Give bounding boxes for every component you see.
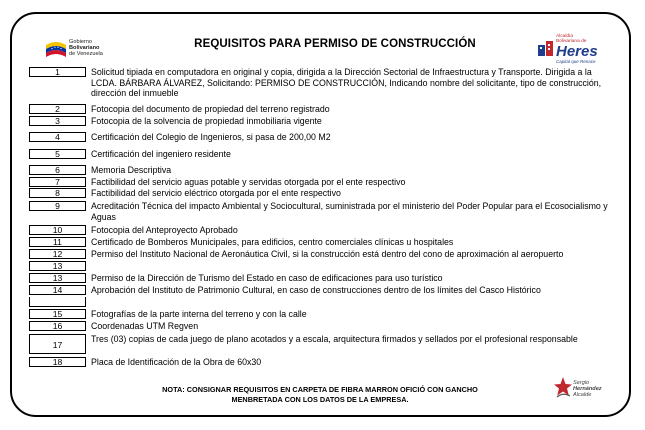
submission-note [125, 385, 515, 405]
requirement-text: Certificación del ingeniero residente [91, 149, 231, 159]
requirement-number: 9 [29, 201, 86, 211]
requirement-number: 6 [29, 165, 86, 175]
requirement-number: 5 [29, 149, 86, 159]
star-icon [553, 375, 573, 399]
requirement-text: Fotocopia del Anteproyecto Aprobado [91, 225, 238, 235]
requirement-number: 13 [29, 261, 86, 271]
requirement-number: 14 [29, 285, 86, 295]
requirement-text: Tres (03) copias de cada juego de plano acotados y a escala, arquitectura firmados y sellados por el profesional responsable [91, 334, 578, 344]
heres-logo-small-2: Bolivariana de [556, 39, 587, 44]
requirement-text: Factibilidad del servicio eléctrico otorgada por el ente respectivo [91, 188, 341, 198]
sergio-hernandez-logo [553, 372, 613, 406]
requirement-text: Placa de Identificación de la Obra de 60x30 [91, 357, 262, 367]
requirement-number: 16 [29, 321, 86, 331]
requirements-list [29, 67, 620, 369]
requirement-number: 8 [29, 188, 86, 198]
requirement-number: 15 [29, 309, 86, 319]
sergio-logo-line-1: Sergio [573, 380, 590, 386]
requirement-number: 1 [29, 67, 86, 77]
requirement-text: Solicitud tipiada en computadora en original y copia, dirigida a la Dirección Sectorial de Infraestructura y Transporte. Dirigida a la LCDA. BÁRBARA ÁLVAREZ, Solicitando: PERMISO DE CONSTRUCCIÓN, Indicando nombre del solicitante, tipo de construcción, dirección del inmueble [91, 67, 602, 99]
alcaldia-heres-logo [534, 34, 610, 66]
heres-logo-tagline: Capital que Renace [556, 59, 596, 64]
gobierno-bolivariano-logo [44, 37, 116, 61]
gob-logo-line-3: de Venezuela [69, 51, 103, 57]
gob-logo-line-1: Gobierno [69, 39, 93, 45]
requirement-text: Fotocopia de la solvencia de propiedad inmobiliaria vigente [91, 116, 322, 126]
requirement-number: 2 [29, 104, 86, 114]
requirement-text: Aprobación del Instituto de Patrimonio Cultural, en caso de construcciones dentro de los límites del Casco Histórico [91, 285, 541, 295]
requirement-text: Acreditación Técnica del impacto Ambiental y Sociocultural, suministrada por el ministerio del Poder Popular para el Ecosocialismo y Aguas [91, 201, 608, 222]
requirement-text: Factibilidad del servicio aguas potable y servidas otorgada por el ente respectivo [91, 177, 406, 187]
requirement-text: Certificado de Bomberos Municipales, para edificios, centro comerciales clínicas u hospitales [91, 237, 454, 247]
requirement-number: 11 [29, 237, 86, 247]
note-line-2: MENBRETADA CON LOS DATOS DE LA EMPRESA. [231, 395, 409, 404]
heres-logo-small-1: Alcaldía [556, 34, 574, 39]
heres-emblem-icon [537, 39, 555, 57]
requirement-text: Fotocopia del documento de propiedad del terreno registrado [91, 104, 330, 114]
requirement-number-blank [29, 297, 86, 307]
requirement-number: 18 [29, 357, 86, 367]
requirement-text: Certificación del Colegio de Ingenieros, si pasa de 200,00 M2 [91, 132, 331, 142]
requirement-number: 10 [29, 225, 86, 235]
requirement-number: 13 [29, 273, 86, 283]
gob-logo-line-2: Bolivariano [69, 45, 100, 51]
requirement-text: Coordenadas UTM Regven [91, 321, 199, 331]
requirement-text: Memoria Descriptiva [91, 165, 172, 175]
requirement-number: 7 [29, 177, 86, 187]
note-line-1: NOTA: CONSIGNAR REQUISITOS EN CARPETA DE FIBRA MARRON OFICIÓ CON GANCHO [162, 385, 478, 394]
requirement-text: Permiso de la Dirección de Turismo del Estado en caso de edificaciones para uso turístico [91, 273, 443, 283]
sergio-logo-line-3: Alcalde [573, 392, 592, 398]
requirement-number: 12 [29, 249, 86, 259]
requirement-number: 4 [29, 132, 86, 142]
requirement-text: Fotografías de la parte interna del terreno y con la calle [91, 309, 307, 319]
page-title: REQUISITOS PARA PERMISO DE CONSTRUCCIÓN [194, 38, 476, 50]
sergio-logo-line-2: Hernández [573, 386, 602, 392]
requirement-text: Permiso del Instituto Nacional de Aeronáutica Civil, si la construcción está dentro del cono de aproximación al aeropuerto [91, 249, 564, 259]
requirement-number: 17 [29, 334, 86, 354]
heres-logo-name: Heres [556, 43, 598, 60]
venezuela-flag-icon [44, 39, 68, 59]
requirement-number: 3 [29, 116, 86, 126]
